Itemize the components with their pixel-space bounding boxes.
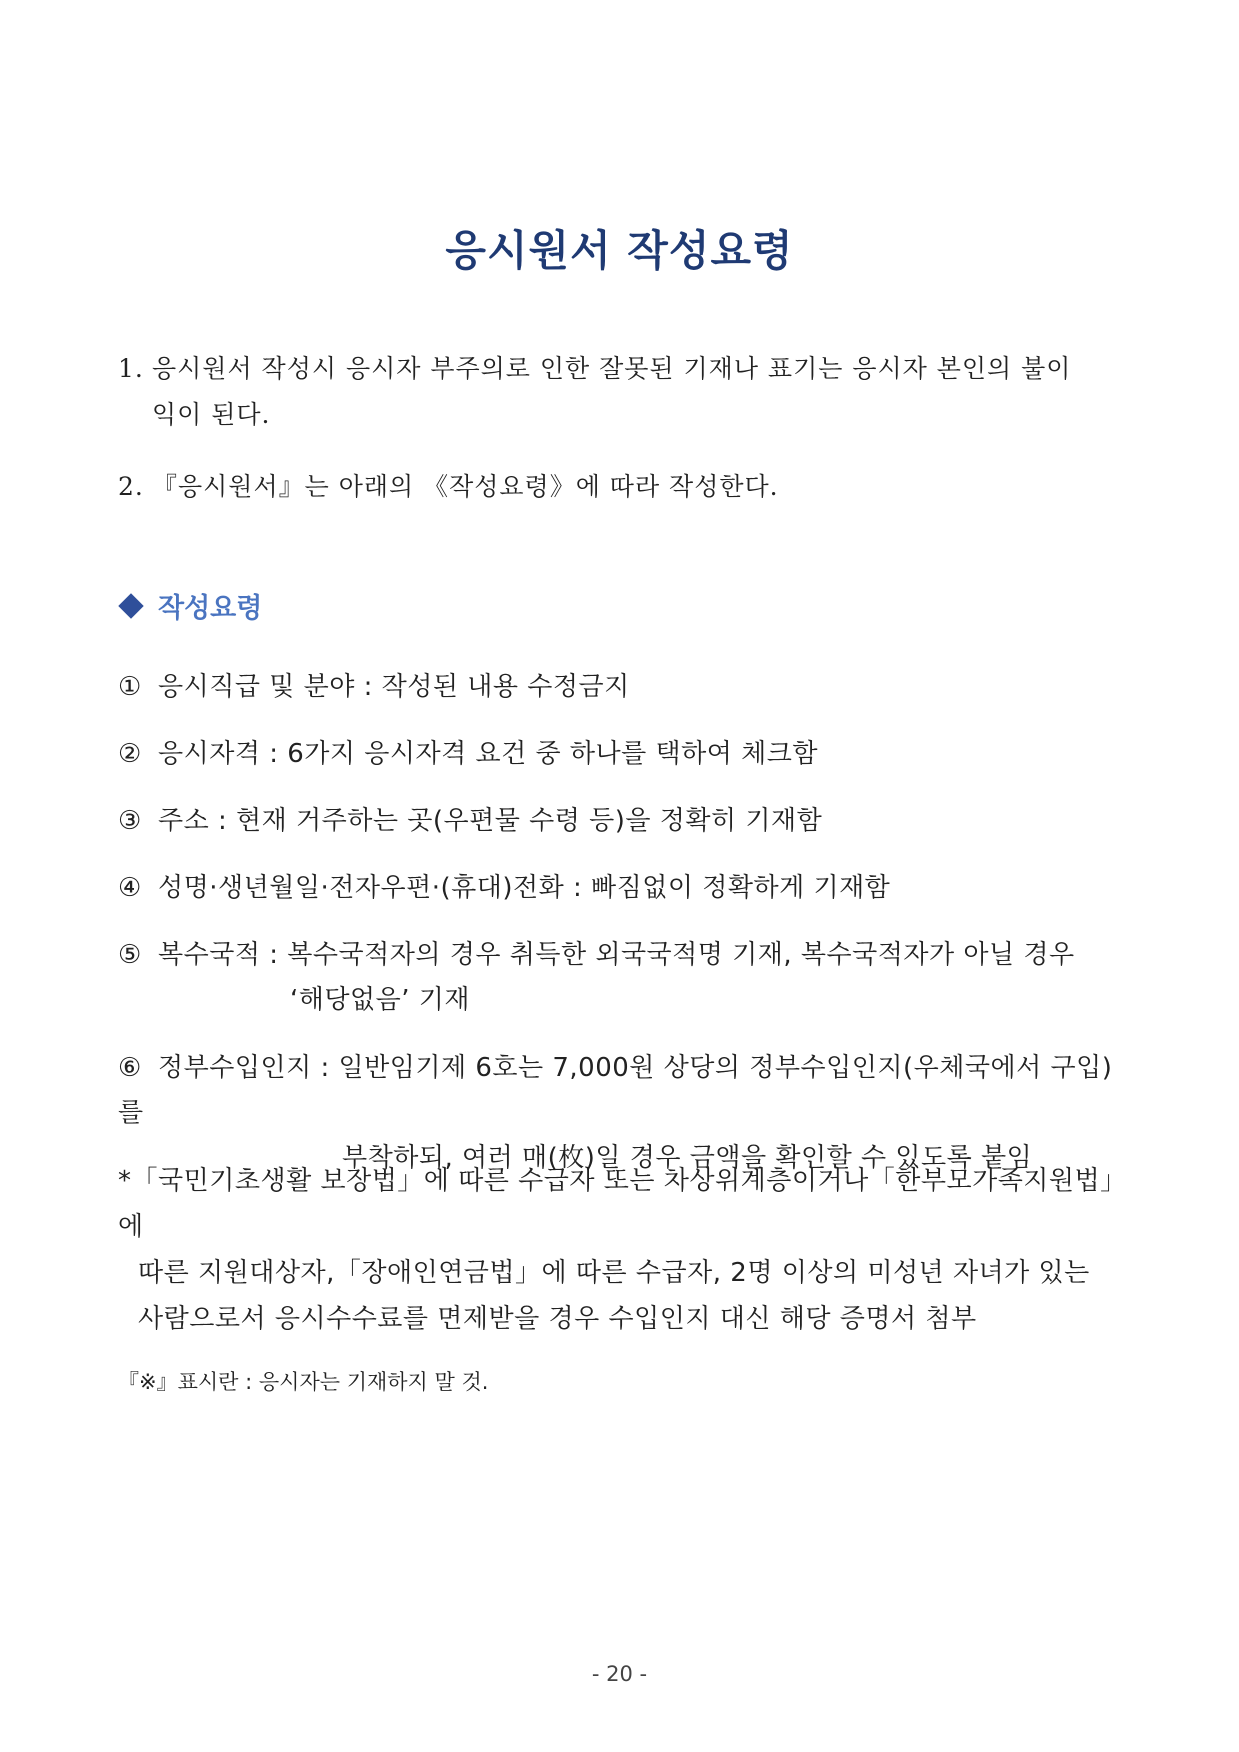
page-number: - 20 -	[591, 1662, 648, 1686]
list-item	[118, 732, 1128, 777]
list-item	[118, 933, 1128, 1023]
footnote-line: *「국민기초생활 보장법」에 따른 수급자 또는 차상위계층이거나「한부모가족지원법」에	[118, 1166, 1127, 1242]
item-marker: ⑥	[118, 1053, 142, 1083]
legend-note: 『※』표시란 : 응시자는 기재하지 말 것.	[118, 1370, 489, 1394]
item-text: 복수국적 : 복수국적자의 경우 취득한 외국국적명 기재, 복수국적자가 아닐 경우	[158, 940, 1075, 970]
item-marker: ④	[118, 873, 142, 903]
item-text-continued: ‘해당없음’ 기재	[290, 985, 470, 1015]
item-marker: ②	[118, 739, 142, 769]
section-heading-text: 작성요령	[158, 593, 263, 624]
intro-paragraph-2	[118, 464, 1128, 510]
list-item	[118, 665, 1128, 710]
intro-number: 2.	[118, 472, 144, 501]
item-text: 정부수입인지 : 일반임기제 6호는 7,000원 상당의 정부수입인지(우체국에서 구입)를	[118, 1053, 1113, 1128]
intro-number: 1.	[118, 354, 144, 383]
intro-text: 응시원서 작성시 응시자 부주의로 인한 잘못된 기재나 표기는 응시자 본인의 불이	[152, 354, 1072, 383]
item-marker: ①	[118, 672, 142, 702]
item-text: 성명·생년월일·전자우편·(휴대)전화 : 빠짐없이 정확하게 기재함	[158, 873, 891, 903]
diamond-icon	[118, 593, 143, 618]
footnote-line: 사람으로서 응시수수료를 면제받을 경우 수입인지 대신 해당 증명서 첨부	[138, 1304, 977, 1334]
list-item	[118, 799, 1128, 844]
footnote-line: 따른 지원대상자,「장애인연금법」에 따른 수급자, 2명 이상의 미성년 자녀가 있는	[138, 1258, 1090, 1288]
intro-paragraph-1	[118, 346, 1128, 438]
section-heading	[118, 586, 262, 625]
item-marker: ③	[118, 806, 142, 836]
footnote	[118, 1158, 1128, 1342]
item-marker: ⑤	[118, 940, 142, 970]
intro-text: 『응시원서』는 아래의 《작성요령》에 따라 작성한다.	[152, 472, 779, 501]
intro-text-continued: 익이 된다.	[152, 400, 271, 429]
item-text: 주소 : 현재 거주하는 곳(우편물 수령 등)을 정확히 기재함	[158, 806, 823, 836]
list-item	[118, 866, 1128, 911]
item-text: 응시자격 : 6가지 응시자격 요건 중 하나를 택하여 체크함	[158, 739, 818, 769]
page-title: 응시원서 작성요령	[445, 226, 794, 275]
item-text-continued: 부착하되, 여러 매(枚)일 경우 금액을 확인할 수 있도록 붙임	[342, 1143, 1033, 1173]
item-text: 응시직급 및 분야 : 작성된 내용 수정금지	[158, 672, 630, 702]
